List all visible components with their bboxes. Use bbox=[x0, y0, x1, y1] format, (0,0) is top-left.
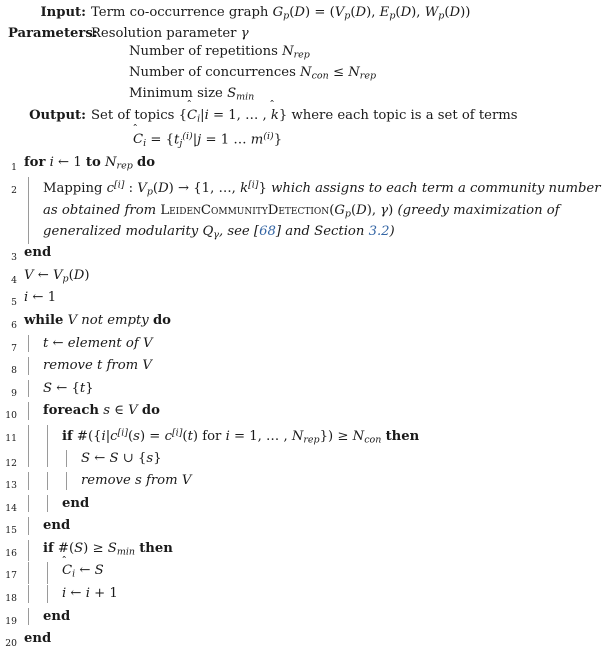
line-number: 8 bbox=[11, 365, 17, 377]
algorithm-line-4 bbox=[0, 267, 607, 290]
indent-guide bbox=[28, 495, 29, 513]
indent-guide bbox=[28, 357, 29, 375]
line-number: 15 bbox=[5, 525, 17, 537]
line-content: end bbox=[19, 517, 607, 535]
line-content: if #(S) ≥ $S_{min}$ then bbox=[19, 540, 607, 561]
line-number: 18 bbox=[5, 593, 17, 605]
parameter-item-1: Number of repetitions $N_{rep}$ bbox=[129, 43, 310, 61]
algorithm-line-12 bbox=[0, 450, 607, 473]
indent-guide bbox=[28, 562, 29, 583]
output-label: Output: bbox=[29, 107, 86, 123]
line-number: 3 bbox=[11, 252, 17, 264]
line-content: $C_i$ ← S bbox=[19, 562, 607, 583]
line-number: 9 bbox=[11, 387, 17, 399]
algorithm-header bbox=[0, 0, 607, 152]
algorithm-line-8 bbox=[0, 357, 607, 380]
indent-guide bbox=[47, 562, 48, 583]
line-content: t ← element of V bbox=[19, 335, 607, 353]
indent-guide bbox=[66, 450, 67, 468]
indent-guide bbox=[47, 425, 48, 450]
algorithm-line-18 bbox=[0, 585, 607, 608]
line-number: 12 bbox=[5, 457, 17, 469]
indent-guide bbox=[28, 450, 29, 468]
parameters-row-4 bbox=[8, 85, 599, 106]
algorithm-line-1 bbox=[0, 154, 607, 177]
line-content: while V not empty do bbox=[24, 312, 171, 328]
line-content: for i ← 1 to $N_{rep}$ do bbox=[24, 155, 156, 173]
algorithm-line-11 bbox=[0, 425, 607, 450]
indent-guide bbox=[28, 540, 29, 561]
parameters-row-2 bbox=[8, 43, 599, 64]
indent-guide bbox=[28, 472, 29, 490]
line-content: remove s from V bbox=[19, 472, 607, 490]
indent-guide bbox=[28, 517, 29, 535]
line-number: 19 bbox=[5, 615, 17, 627]
algorithm-line-3 bbox=[0, 244, 607, 267]
line-number: 1 bbox=[11, 162, 17, 174]
parameters-row bbox=[8, 25, 599, 43]
indent-guide bbox=[28, 585, 29, 603]
indent-guide bbox=[28, 425, 29, 450]
line-content: i ← 1 bbox=[24, 290, 57, 306]
line-number: 14 bbox=[5, 502, 17, 514]
output-formula-row bbox=[8, 128, 599, 153]
algorithm-line-17 bbox=[0, 562, 607, 585]
line-content: foreach s ∈ V do bbox=[19, 402, 607, 420]
algorithm-line-6 bbox=[0, 312, 607, 335]
algorithm-line-19 bbox=[0, 608, 607, 631]
parameter-item-3: Minimum size $S_{min}$ bbox=[129, 86, 255, 103]
line-content: if #({i|c[i](s) = c[i](t) for i = 1, … , $N_{rep}\}) \ge N_{con}$ then bbox=[19, 425, 607, 450]
parameters-row-3 bbox=[8, 64, 599, 85]
indent-guide bbox=[47, 585, 48, 603]
indent-guide bbox=[28, 177, 29, 244]
output-row bbox=[8, 107, 599, 128]
algorithm-line-5 bbox=[0, 289, 607, 312]
line-content: Mapping c[i] : $V_p(D) \to \{1$, …, k[i]} which assigns to each term a community number as obtained from $LeidenCommunityDetection(G_p(D)$, γ) (greedy maximization of generalized modularity $Q_\gamma$, see [68] and Section 3.2) bbox=[19, 177, 607, 244]
parameter-item-0: Resolution parameter γ bbox=[91, 26, 249, 42]
algorithm-line-2 bbox=[0, 177, 607, 244]
algorithm-line-14 bbox=[0, 495, 607, 518]
line-number: 10 bbox=[5, 410, 17, 422]
line-number: 4 bbox=[11, 274, 17, 286]
citation-link[interactable]: 68 bbox=[259, 223, 276, 239]
indent-guide bbox=[47, 450, 48, 468]
algorithm-lines bbox=[0, 154, 607, 652]
parameters-label: Parameters: bbox=[8, 26, 98, 42]
indent-guide bbox=[47, 472, 48, 490]
indent-guide bbox=[28, 608, 29, 626]
input-row bbox=[8, 4, 599, 25]
line-content: end bbox=[19, 608, 607, 626]
indent-guide bbox=[28, 380, 29, 398]
input-text: Term co-occurrence graph $G_p(D) = (V_p(D)$, $E_p(D)$, $W_p(D)$) bbox=[91, 5, 471, 22]
algorithm-line-16 bbox=[0, 540, 607, 563]
line-content: end bbox=[24, 631, 52, 647]
line-content: end bbox=[19, 495, 607, 513]
line-number: 2 bbox=[11, 185, 17, 197]
section-link[interactable]: 3.2 bbox=[368, 223, 390, 239]
line-number: 5 bbox=[11, 297, 17, 309]
output-formula: $C_i = \{t_j^{(i)}|j = 1$ … $m^{(i)}$} bbox=[133, 130, 283, 149]
line-number: 11 bbox=[5, 432, 17, 444]
indent-guide bbox=[66, 472, 67, 490]
algorithm-line-10 bbox=[0, 402, 607, 425]
algorithm-line-9 bbox=[0, 380, 607, 403]
line-number: 7 bbox=[11, 342, 17, 354]
output-text: Set of topics { $C_i|i = 1$, … , k} where each topic is a set of terms bbox=[91, 107, 518, 125]
algorithm-line-7 bbox=[0, 335, 607, 358]
algorithm-line-13 bbox=[0, 472, 607, 495]
parameter-item-2: Number of concurrences $N_{con} \le N_{rep}$ bbox=[129, 65, 377, 82]
line-content: V ← $V_p(D)$ bbox=[24, 267, 90, 285]
line-number: 13 bbox=[5, 480, 17, 492]
line-content: S ← {t} bbox=[19, 380, 607, 398]
indent-guide bbox=[47, 495, 48, 513]
indent-guide bbox=[28, 402, 29, 420]
line-number: 20 bbox=[5, 638, 17, 650]
line-number: 17 bbox=[5, 570, 17, 582]
algorithm-line-20 bbox=[0, 630, 607, 653]
line-content: S ← S ∪ {s} bbox=[19, 450, 607, 468]
indent-guide bbox=[28, 335, 29, 353]
line-content: remove t from V bbox=[19, 357, 607, 375]
line-number: 16 bbox=[5, 547, 17, 559]
algorithm-line-15 bbox=[0, 517, 607, 540]
line-content: i ← i + 1 bbox=[19, 585, 607, 603]
input-label: Input: bbox=[40, 5, 86, 20]
line-content: end bbox=[24, 245, 52, 261]
line-number: 6 bbox=[11, 319, 17, 331]
